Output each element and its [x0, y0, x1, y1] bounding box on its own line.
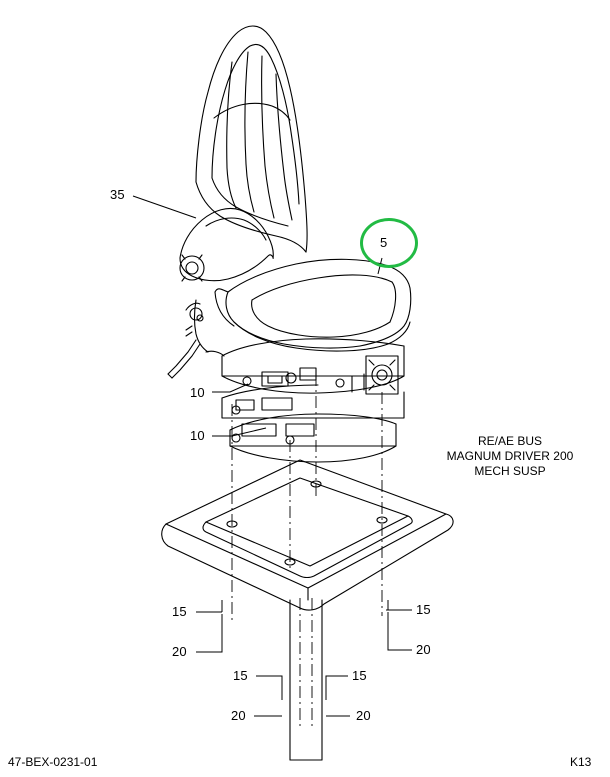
highlight-ring-part-5	[360, 218, 418, 268]
callout-5: 5	[380, 235, 388, 250]
callout-10-upper: 10	[190, 385, 205, 400]
callout-20-center-left: 20	[231, 708, 246, 723]
callout-10-lower: 10	[190, 428, 205, 443]
sheet-code: K13	[570, 755, 592, 769]
drawing-number: 47-BEX-0231-01	[8, 755, 98, 769]
callout-20-left: 20	[172, 644, 187, 659]
variant-note	[430, 434, 590, 479]
callout-20-right: 20	[416, 642, 431, 657]
variant-note-line-1: RE/AE BUS	[477, 434, 543, 448]
variant-note-line-3: MECH SUSP	[474, 464, 546, 478]
callout-15-center-right: 15	[352, 668, 367, 683]
callout-15-right: 15	[416, 602, 431, 617]
callout-20-center-right: 20	[356, 708, 371, 723]
callout-15-left: 15	[172, 604, 187, 619]
variant-note-line-2: MAGNUM DRIVER 200	[446, 449, 574, 463]
callout-15-center-left: 15	[233, 668, 248, 683]
callout-35: 35	[110, 187, 125, 202]
